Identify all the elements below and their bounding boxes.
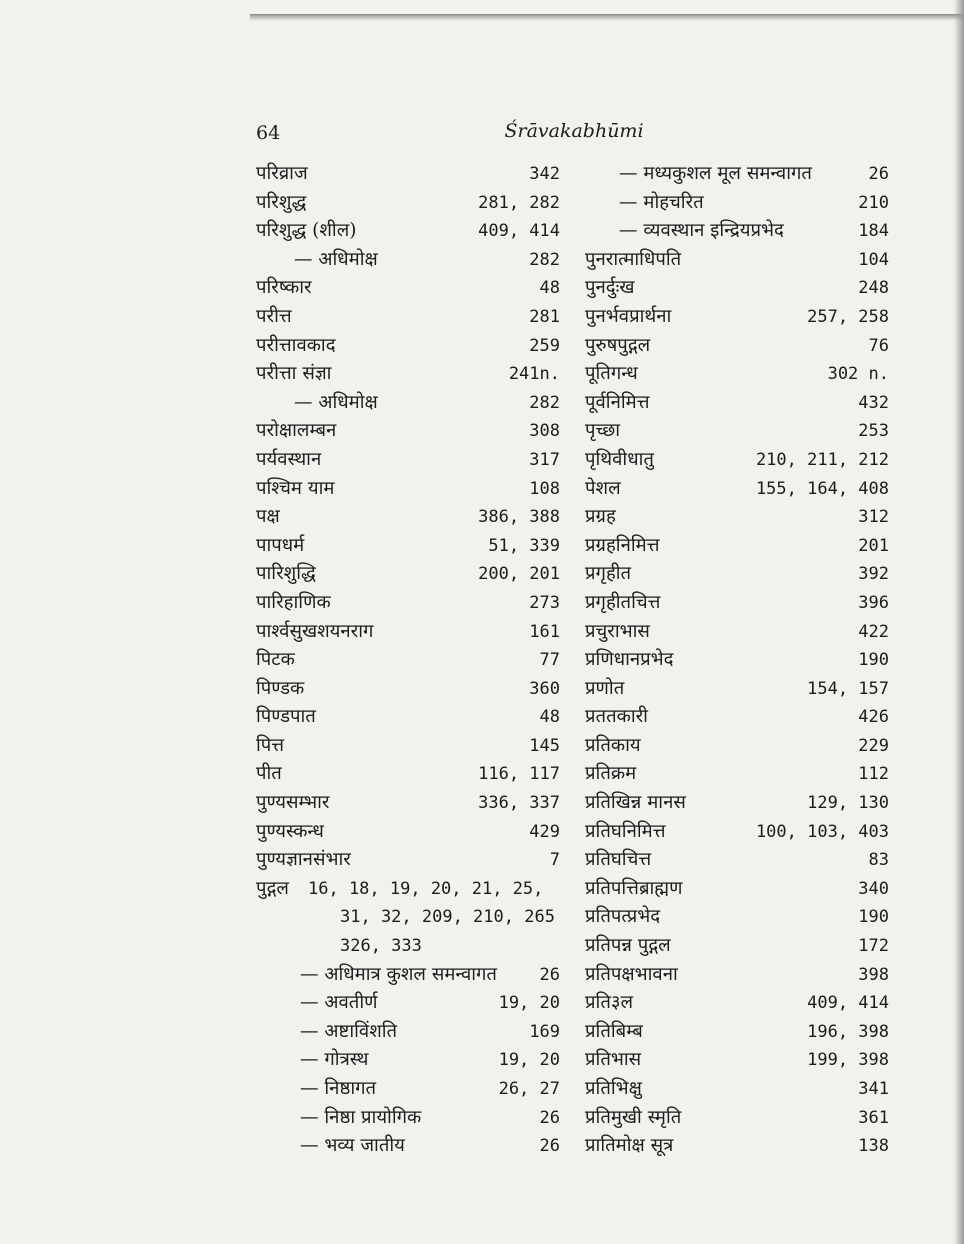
index-entry: [585, 475, 889, 504]
page-reference: 190: [858, 907, 889, 928]
index-term: पुनर्दुःख: [585, 277, 635, 299]
index-term: पेशल: [585, 477, 621, 499]
index-term: — निष्ठा प्रायोगिक: [300, 1106, 422, 1128]
index-term: पापधर्म: [256, 534, 305, 556]
index-entry: [585, 1046, 889, 1075]
index-term: पुण्यसम्भार: [256, 792, 330, 814]
index-term: प्रतिघचित्त: [585, 849, 652, 871]
page-reference: 16, 18, 19, 20, 21, 25,: [308, 878, 544, 899]
index-term: पिण्डपात: [256, 706, 316, 728]
index-term: पुण्यस्कन्ध: [256, 820, 324, 842]
index-entry: [256, 475, 560, 504]
page-reference: 129, 130: [807, 793, 889, 814]
page-reference: 281, 282: [478, 192, 560, 213]
page-reference: 312: [858, 507, 889, 528]
index-term: पिटक: [256, 649, 295, 671]
page-reference: 360: [529, 678, 560, 699]
index-term: प्रति३ल: [585, 992, 634, 1014]
index-entry: [585, 789, 889, 818]
index-term: प्रगृहीतचित्त: [585, 591, 661, 613]
index-entry: [585, 246, 889, 275]
page-header: [256, 118, 892, 148]
index-term: प्रचुराभास: [585, 620, 650, 642]
page-reference: 190: [858, 650, 889, 671]
index-entry: [256, 1075, 560, 1104]
page-reference: 154, 157: [807, 678, 889, 699]
page-reference: 241n.: [508, 364, 560, 385]
index-term: प्रतिमुखी स्मृति: [585, 1106, 682, 1128]
index-term: — मध्यकुशल मूल समन्वागत: [619, 163, 812, 184]
index-entry: [256, 989, 560, 1018]
index-term: — मोहचरित: [619, 191, 704, 213]
index-term: प्रतिबिम्ब: [585, 1020, 643, 1042]
index-entry: [585, 160, 889, 189]
index-column-right: [585, 160, 889, 1161]
index-entry: [256, 417, 560, 446]
index-term: प्रतिपत्प्रभेद: [585, 906, 661, 928]
index-entry: [256, 1018, 560, 1047]
index-term: पीत: [256, 763, 282, 785]
index-term: प्रतिखिन्न मानस: [585, 792, 686, 814]
index-entry: [256, 732, 560, 761]
page-reference: 199, 398: [807, 1050, 889, 1071]
index-entry: [256, 760, 560, 789]
index-entry: [585, 217, 889, 246]
index-entry: [256, 503, 560, 532]
index-term: परीत्ता संज्ञा: [256, 363, 332, 385]
index-term: पार्श्वसुखशयनराग: [256, 620, 374, 642]
index-term: परिव्राज: [256, 163, 308, 184]
page-reference: 398: [858, 964, 889, 985]
index-term: पूतिगन्ध: [585, 363, 638, 385]
index-column-left: [256, 160, 560, 1161]
running-title: Śrāvakabhūmi: [504, 120, 644, 142]
index-entry: [585, 1132, 889, 1161]
page-reference: 26: [539, 1136, 560, 1157]
index-entry-pudgala: [256, 875, 560, 904]
index-term: पश्चिम याम: [256, 477, 335, 499]
index-term: परिशुद्ध (शील): [256, 220, 357, 242]
index-term: परीत्त: [256, 305, 292, 327]
page-reference: 51, 339: [488, 535, 560, 556]
index-entry: [585, 646, 889, 675]
index-entry: [585, 417, 889, 446]
index-entry: [256, 703, 560, 732]
index-term: पर्यवस्थान: [256, 448, 322, 470]
page-reference: 108: [529, 478, 560, 499]
page-reference: 155, 164, 408: [755, 478, 889, 499]
page-reference: 361: [858, 1107, 889, 1128]
page-reference: 409, 414: [807, 993, 889, 1014]
page-reference: 31, 32, 209, 210, 265: [340, 907, 555, 928]
index-entry: [585, 818, 889, 847]
page-reference: 392: [858, 564, 889, 585]
index-term: परोक्षालम्बन: [256, 420, 337, 442]
index-entry: [256, 846, 560, 875]
index-entry: [256, 1046, 560, 1075]
index-term: प्रग्रह: [585, 506, 616, 528]
index-entry: [585, 1104, 889, 1133]
index-entry: [585, 846, 889, 875]
index-entry: [585, 303, 889, 332]
page-reference: 19, 20: [498, 1050, 560, 1071]
index-entry: [585, 560, 889, 589]
page-reference: 201: [858, 535, 889, 556]
index-term: — गोत्रस्थ: [300, 1049, 369, 1071]
index-term: पारिशुद्धि: [256, 563, 316, 585]
index-entry: [585, 532, 889, 561]
index-entry: [256, 1104, 560, 1133]
index-entry: [585, 446, 889, 475]
index-term: — अष्टाविंशति: [300, 1020, 398, 1042]
page-reference: 48: [539, 278, 560, 299]
page-reference: 112: [858, 764, 889, 785]
index-entry: [585, 1018, 889, 1047]
index-entry: [585, 589, 889, 618]
index-entry: [256, 274, 560, 303]
index-term: पूर्वनिमित्त: [585, 391, 650, 413]
index-entry: [585, 875, 889, 904]
index-entry: [585, 360, 889, 389]
page-reference: 210, 211, 212: [755, 449, 889, 470]
page-reference: 26: [868, 164, 889, 184]
index-term: पित्त: [256, 734, 285, 756]
index-entry: [256, 189, 560, 218]
index-entry-continuation: [256, 903, 560, 932]
page-reference: 7: [549, 850, 560, 871]
index-entry: [256, 160, 560, 189]
index-term: पुद्गल: [256, 877, 289, 899]
page-reference: 48: [539, 707, 560, 728]
page-reference: 257, 258: [807, 306, 889, 327]
index-term: — अधिमात्र कुशल समन्वागत: [300, 963, 497, 985]
scan-shadow-top: [250, 14, 964, 21]
index-term: प्रातिमोक्ष सूत्र: [585, 1135, 674, 1157]
page-reference: 76: [868, 335, 889, 356]
page-reference: 161: [529, 621, 560, 642]
page-reference: 169: [529, 1021, 560, 1042]
page-reference: 196, 398: [807, 1021, 889, 1042]
page-reference: 145: [529, 735, 560, 756]
index-entry: [585, 732, 889, 761]
index-term: प्रणिधानप्रभेद: [585, 649, 674, 671]
index-term: पुरुषपुद्गल: [585, 334, 651, 356]
page-reference: 104: [858, 249, 889, 270]
index-entry: [256, 532, 560, 561]
index-entry: [585, 1075, 889, 1104]
page-reference: 422: [858, 621, 889, 642]
page-number: 64: [256, 122, 281, 144]
page-reference: 341: [858, 1079, 889, 1099]
index-term: पक्ष: [256, 506, 280, 528]
page-reference: 336, 337: [478, 793, 560, 814]
page-reference: 172: [858, 936, 889, 957]
index-entry: [585, 903, 889, 932]
index-entry: [256, 618, 560, 647]
index-term: प्रतिपन्न पुद्गल: [585, 935, 671, 957]
index-term: — अधिमोक्ष: [294, 391, 378, 413]
page-reference: 396: [858, 592, 889, 613]
page-reference: 210: [858, 192, 889, 213]
page-reference: 386, 388: [478, 507, 560, 528]
index-term: — भव्य जातीय: [300, 1135, 405, 1157]
index-term: प्रतिभिक्षु: [585, 1078, 642, 1099]
index-entry: [585, 675, 889, 704]
index-term: — अधिमोक्ष: [294, 248, 378, 270]
index-entry: [585, 389, 889, 418]
scan-shadow-right: [954, 0, 964, 1244]
index-entry: [256, 789, 560, 818]
index-entry: [585, 618, 889, 647]
index-term: पृच्छा: [585, 420, 621, 442]
index-entry: [256, 446, 560, 475]
page-reference: 302 n.: [827, 364, 889, 385]
index-entry: [256, 303, 560, 332]
index-entry: [256, 646, 560, 675]
page-reference: 248: [858, 278, 889, 299]
index-entry: [585, 189, 889, 218]
index-term: प्रतिपक्षभावना: [585, 963, 678, 985]
page-reference: 26, 27: [498, 1079, 560, 1099]
index-term: प्रतिभास: [585, 1049, 642, 1071]
page-reference: 259: [529, 335, 560, 356]
index-entry: [256, 332, 560, 361]
index-term: प्रतिघनिमित्त: [585, 820, 666, 842]
index-entry: [256, 389, 560, 418]
index-entry: [256, 589, 560, 618]
page-reference: 253: [858, 421, 889, 442]
index-term: — अवतीर्ण: [300, 992, 378, 1014]
index-term: पुण्यज्ञानसंभार: [256, 849, 351, 871]
page-reference: 326, 333: [340, 936, 422, 957]
index-entry: [585, 932, 889, 961]
index-entry: [256, 675, 560, 704]
page-reference: 426: [858, 707, 889, 728]
page-reference: 281: [529, 306, 560, 327]
page-reference: 342: [529, 164, 560, 184]
index-entry: [585, 332, 889, 361]
index-term: प्रततकारी: [585, 706, 648, 728]
index-entry: [585, 989, 889, 1018]
page-reference: 26: [539, 1107, 560, 1128]
index-term: पिण्डक: [256, 677, 305, 699]
index-term: प्रतिपत्तिब्राह्मण: [585, 877, 683, 899]
index-term: पृथिवीधातु: [585, 448, 654, 470]
page-reference: 77: [539, 650, 560, 671]
index-entry: [585, 703, 889, 732]
index-entry: [585, 274, 889, 303]
index-term: प्रगृहीत: [585, 563, 632, 585]
page-reference: 138: [858, 1136, 889, 1157]
page-reference: 200, 201: [478, 564, 560, 585]
index-entry: [256, 246, 560, 275]
index-entry: [256, 1132, 560, 1161]
page-reference: 308: [529, 421, 560, 442]
page-reference: 409, 414: [478, 221, 560, 242]
page-reference: 184: [858, 221, 889, 242]
page-reference: 282: [529, 392, 560, 413]
page-reference: 282: [529, 249, 560, 270]
index-term: परीत्तावकाद: [256, 334, 336, 356]
index-term: परिशुद्ध: [256, 191, 307, 213]
index-entry: [256, 560, 560, 589]
index-term: पुनर्भवप्रार्थना: [585, 305, 672, 327]
index-term: — निष्ठागत: [300, 1078, 377, 1099]
index-entry-continuation: [256, 932, 560, 961]
index-term: प्रग्रहनिमित्त: [585, 534, 660, 556]
index-entry: [585, 760, 889, 789]
page-reference: 317: [529, 449, 560, 470]
page-reference: 26: [539, 964, 560, 985]
page-reference: 429: [529, 821, 560, 842]
page-reference: 229: [858, 735, 889, 756]
index-entry: [256, 217, 560, 246]
index-entry: [256, 961, 560, 990]
page-reference: 19, 20: [498, 993, 560, 1014]
index-term: प्रतिकाय: [585, 734, 641, 756]
index-entry: [585, 961, 889, 990]
index-entry: [585, 503, 889, 532]
index-term: प्रणोत: [585, 677, 625, 699]
index-term: पारिहाणिक: [256, 591, 331, 613]
page-reference: 340: [858, 878, 889, 899]
index-term: प्रतिक्रम: [585, 763, 637, 785]
page-reference: 432: [858, 392, 889, 413]
page-reference: 100, 103, 403: [755, 821, 889, 842]
index-term: परिष्कार: [256, 277, 312, 299]
index-term: पुनरात्माधिपति: [585, 248, 682, 270]
page-reference: 116, 117: [478, 764, 560, 785]
page-reference: 273: [529, 592, 560, 613]
index-term: — व्यवस्थान इन्द्रियप्रभेद: [619, 220, 784, 242]
page-reference: 83: [868, 850, 889, 871]
index-entry: [256, 360, 560, 389]
index-entry: [256, 818, 560, 847]
